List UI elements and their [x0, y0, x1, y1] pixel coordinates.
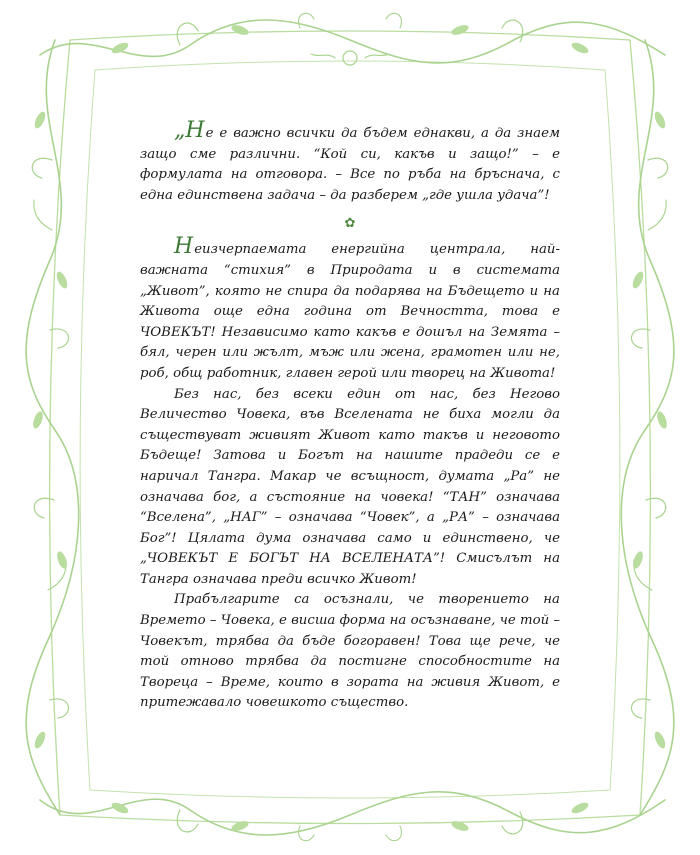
- drop-cap: „Н: [174, 118, 205, 143]
- drop-cap: Н: [174, 234, 194, 260]
- paragraph-text: е е важно всички да бъдем еднакви, а да знаем защо сме различни. “Кой си, какъв и защо!” – е формулата на отговора. – Все по ръба на бръснача, с една единствена задача – да разберем „где ушла удача”!: [140, 126, 560, 203]
- paragraph-text: Без нас, без всеки един от нас, без Негово Величество Човека, във Вселената не биха могли да съществуват живият Живот като такъв и неговото Бъдеще! Затова и Богът на нашите прадеди се е наричал Тангра. Макар че всъщност, думата „Ра” не означава бог, а състояние на човека! “ТАН” означава “Вселена”, „НАГ” – означава “Човек”, а „РА” – означава Бог”! Цялата дума означава само и единствено, че „ЧОВЕКЪТ Е БОГЪТ НА ВСЕЛЕНАТА”! Смисълът на Тангра означава преди всичко Живот!: [140, 386, 560, 587]
- paragraph-1: [140, 118, 560, 206]
- flower-ornament-icon: ✿: [344, 216, 356, 232]
- paragraph-text: Прабългарите са осъзнали, че творението на Времето – Човека, е висша форма на осъзнаване, че той –Човекът, трябва да бъде богоравен! Това ще рече, че той отново трябва да постигне способностите на Твореца – Време, които в зората на живия Живот, е притежавало човешкото същество.: [140, 592, 561, 711]
- paragraph-2: [140, 234, 560, 384]
- paragraph-3: [140, 385, 560, 591]
- vine-top: [40, 20, 665, 63]
- paragraph-text: еизчерпаемата енергийна централа, най-важната “стихия” в Природата и в системата „Живот”, която не спира да подарява на Бъдещето и на Живота още една година от Вечността, това е ЧОВЕКЪТ! Независимо като какъв е дошъл на Земята – бял, черен или жълт, мъж или жена, грамотен или не, роб, общ работник, главен герой или творец на Живота!: [140, 242, 560, 381]
- paragraph-4: [140, 590, 560, 714]
- article-body: [140, 118, 561, 714]
